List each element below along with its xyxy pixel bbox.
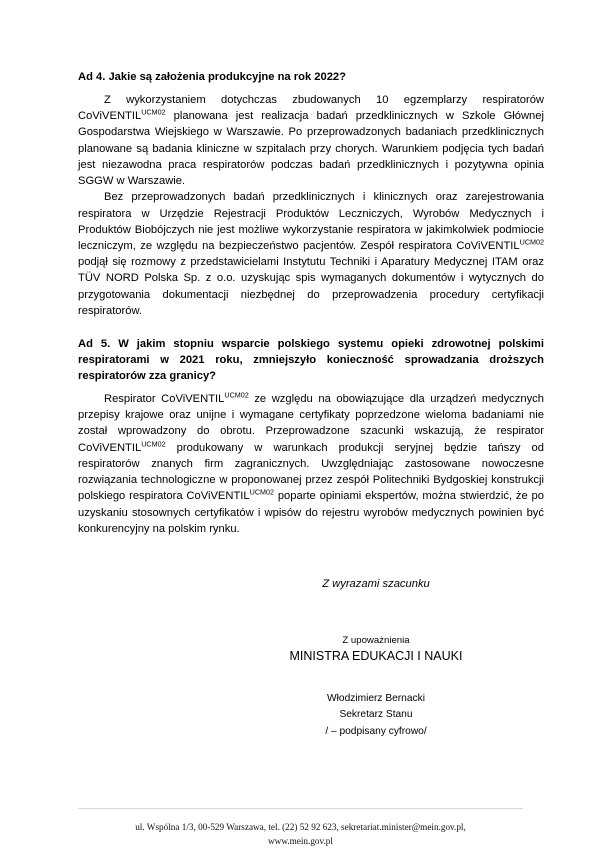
signature-identity — [208, 691, 544, 740]
paragraph-ad4-1: Z wykorzystaniem dotychczas zbudowanych 10 egzemplarzy respiratorów CoViVENTIL$^{UCM02}$ planowana jest realizacja badań przedklinicznych w Szkole Głównej Gospodarstwa Wiejskiego w Warszawie. Po przeprowadzonych badaniach przedklinicznych planowane są badania kliniczne w szpitalach przy chorych. Warunkiem podjęcia tych badań jest niezawodna praca respiratorów podczas badań przedklinicznych i pozytywna opinia SGGW w Warszawie. — [78, 93, 544, 188]
footer-website-line: www.mein.gov.pl — [268, 836, 333, 847]
signature-block — [78, 578, 544, 740]
signature-authorization-line: Z upoważnienia — [342, 635, 410, 646]
document-body — [78, 70, 544, 537]
page-footer — [0, 821, 601, 849]
signature-minister-line: MINISTRA EDUKACJI I NAUKI — [289, 649, 463, 663]
footer-divider — [78, 808, 523, 809]
signature-digital-note: / – podpisany cyfrowo/ — [325, 725, 427, 737]
footer-address-line: ul. Wspólna 1/3, 00-529 Warszawa, tel. (22) 52 92 623, sekretariat.minister@mein.gov.pl, — [135, 822, 466, 833]
paragraph-ad5-1: Respirator CoViVENTIL$^{UCM02}$ ze względu na obowiązujące dla urządzeń medycznych przepisy krajowe oraz unijne i wymagane certyfikaty poprzedzone wieloma badaniami nie został wprowadzony do obrotu. Przeprowadzone szacunki wskazują, że respirator CoViVENTIL$^{UCM02}$ produkowany w warunkach produkcji seryjnej będzie tańszy od respiratorów znanych firm zagranicznych. Uwzględniając zastosowane nowoczesne rozwiązania technologiczne w proponowanej przez zespół Politechniki Bydgoskiej konstrukcji polskiego respiratora CoViVENTIL$^{UCM02}$ poparte opiniami ekspertów, można stwierdzić, że po uzyskaniu stosownych certyfikatów i wpisów do rejestru wyrobów medycznych powinien być konkurencyjny na polskim rynku. — [78, 390, 544, 535]
signature-name: Włodzimierz Bernacki — [327, 693, 425, 704]
signature-authorization — [208, 635, 544, 663]
signature-regards: Z wyrazami szacunku — [322, 578, 430, 590]
signature-position: Sekretarz Stanu — [339, 709, 413, 721]
paragraph-ad4-2: Bez przeprowadzonych badań przedklinicznych i klinicznych oraz zarejestrowania respiratora w Urzędzie Rejestracji Produktów Leczniczych, Wyrobów Medycznych i Produktów Biobójczych nie jest możliwe wykorzystanie respiratora w jakimkolwiek podmiocie leczniczym, ze względu na bezpieczeństwo pacjentów. Zespół respiratora CoViVENTIL$^{UCM02}$ podjął się rozmowy z przedstawicielami Instytutu Techniki i Aparatury Medycznej ITAM oraz TÜV NORD Polska Sp. z o.o. uzyskując spis wymaganych dokumentów i wytycznych do przygotowania dokumentacji niezbędnej do przeprowadzenia procedury certyfikacji respiratorów. — [78, 191, 544, 317]
heading-ad5: Ad 5. W jakim stopniu wsparcie polskiego systemu opieki zdrowotnej polskimi respiratorami w 2021 roku, zmniejszyło konieczność sprowadzania droższych respiratorów zza granicy? — [78, 338, 544, 382]
heading-ad4: Ad 4. Jakie są założenia produkcyjne na rok 2022? — [78, 71, 346, 83]
